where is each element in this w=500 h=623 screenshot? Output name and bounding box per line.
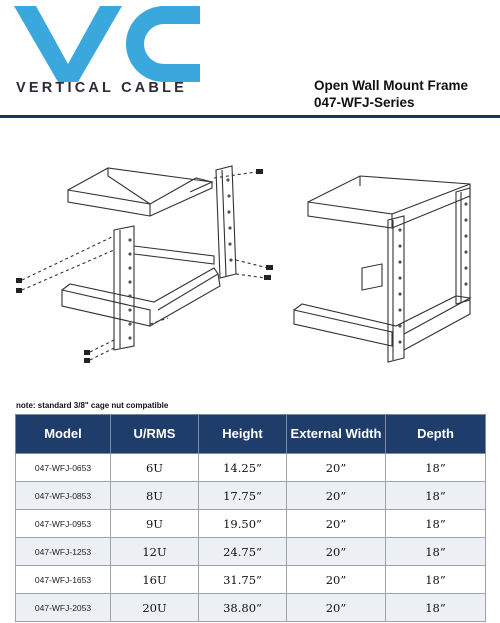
cell-depth: 18”: [386, 538, 486, 566]
cell-external-width: 20”: [287, 538, 386, 566]
cell-model: 047-WFJ-0853: [16, 482, 111, 510]
cell-external-width: 20”: [287, 566, 386, 594]
column-header-height: Height: [199, 415, 287, 454]
cell-height: 14.25”: [199, 454, 287, 482]
table-row: [16, 594, 486, 622]
cage-nut-note: note: standard 3/8" cage nut compatible: [16, 401, 169, 410]
cell-u-rms: 20U: [111, 594, 199, 622]
header-divider: [0, 115, 500, 118]
cell-external-width: 20”: [287, 594, 386, 622]
cell-u-rms: 6U: [111, 454, 199, 482]
page-title: [314, 77, 468, 111]
cell-depth: 18”: [386, 454, 486, 482]
cell-height: 24.75”: [199, 538, 287, 566]
title-line-2: 047-WFJ-Series: [314, 95, 415, 110]
cell-u-rms: 12U: [111, 538, 199, 566]
table-row: [16, 510, 486, 538]
exploded-frame-drawing: [22, 166, 268, 360]
screws-icon: [16, 169, 273, 363]
cell-height: 31.75”: [199, 566, 287, 594]
cell-external-width: 20”: [287, 510, 386, 538]
cell-model: 047-WFJ-2053: [16, 594, 111, 622]
cell-model: 047-WFJ-1253: [16, 538, 111, 566]
title-line-1: Open Wall Mount Frame: [314, 78, 469, 93]
table-row: [16, 566, 486, 594]
column-header-depth: Depth: [386, 415, 486, 454]
cell-u-rms: 16U: [111, 566, 199, 594]
specs-table: [15, 414, 486, 622]
table-row: [16, 482, 486, 510]
vc-logo-icon: [14, 4, 204, 84]
cell-u-rms: 9U: [111, 510, 199, 538]
cell-depth: 18”: [386, 594, 486, 622]
cell-depth: 18”: [386, 566, 486, 594]
column-header-external-width: External Width: [287, 415, 386, 454]
cell-model: 047-WFJ-0953: [16, 510, 111, 538]
cell-depth: 18”: [386, 510, 486, 538]
column-header-u-rms: U/RMS: [111, 415, 199, 454]
table-row: [16, 538, 486, 566]
cell-depth: 18”: [386, 482, 486, 510]
table-row: [16, 454, 486, 482]
assembled-frame-drawing: [294, 176, 470, 362]
brand-name: VERTICAL CABLE: [16, 80, 188, 96]
frame-drawings: [0, 150, 500, 372]
cell-height: 38.80”: [199, 594, 287, 622]
cell-external-width: 20”: [287, 482, 386, 510]
cell-height: 17.75”: [199, 482, 287, 510]
cell-height: 19.50”: [199, 510, 287, 538]
column-header-model: Model: [16, 415, 111, 454]
cell-model: 047-WFJ-1653: [16, 566, 111, 594]
table-header-row: [16, 415, 486, 454]
cell-external-width: 20”: [287, 454, 386, 482]
cell-u-rms: 8U: [111, 482, 199, 510]
cell-model: 047-WFJ-0653: [16, 454, 111, 482]
